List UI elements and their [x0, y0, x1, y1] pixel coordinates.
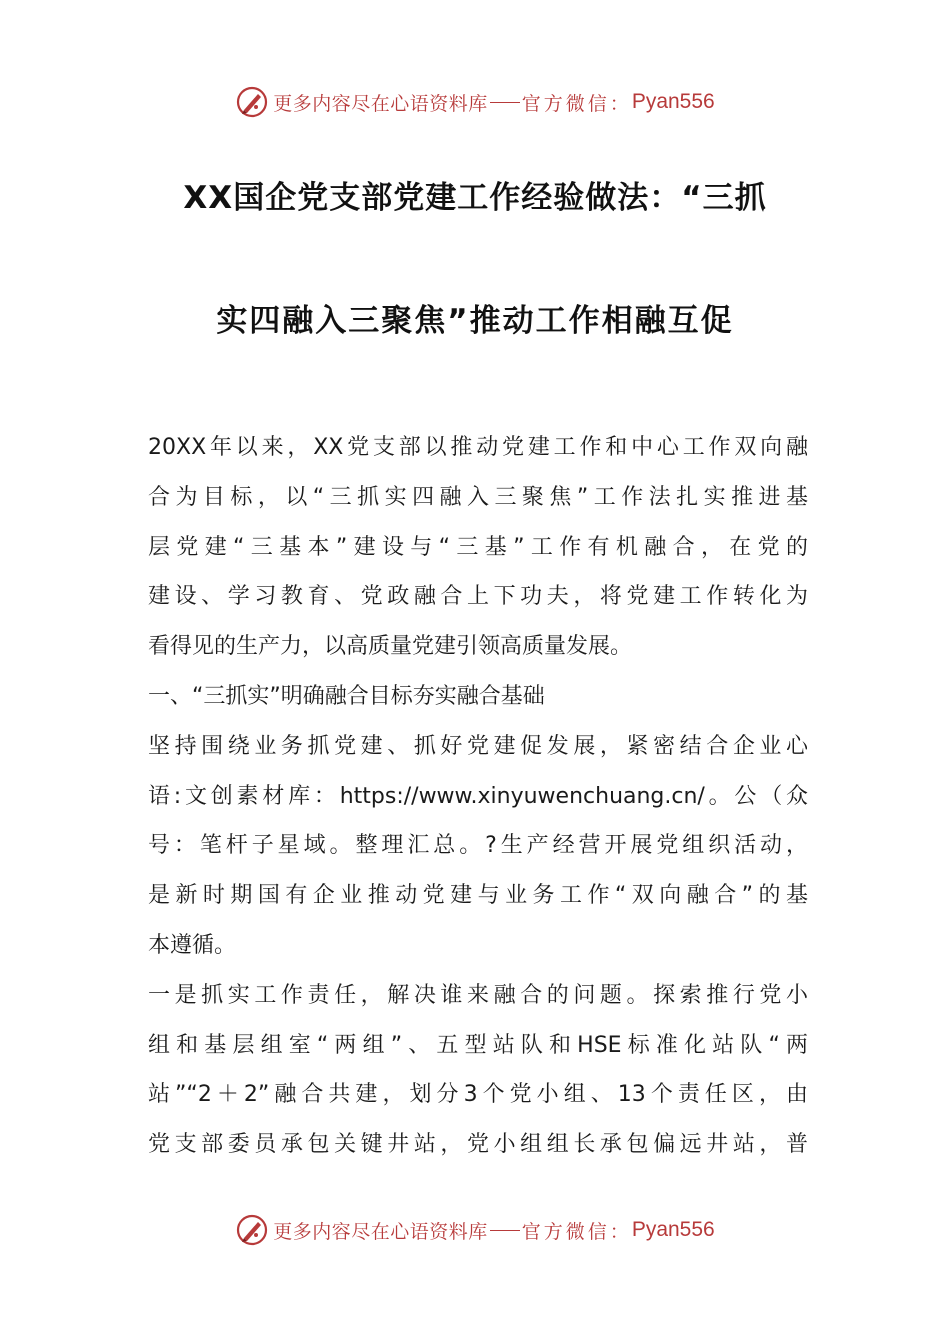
- header-banner: [0, 82, 950, 122]
- pen-logo-icon: [235, 85, 269, 119]
- body-line: 是新时期国有企业推动党建与业务工作“双向融合”的基: [148, 883, 808, 909]
- banner-text: 更多内容尽在心语资料库: [273, 92, 488, 115]
- banner-wechat-id: Pyan556: [631, 1218, 715, 1241]
- body-line: 党支部委员承包关键井站，党小组组长承包偏远井站，普: [148, 1132, 808, 1158]
- banner-wechat-id: Pyan556: [631, 90, 715, 113]
- document-title-line-2: 实四融入三聚焦”推动工作相融互促: [216, 303, 734, 339]
- document-body: [148, 426, 808, 1173]
- footer-banner: [0, 1210, 950, 1250]
- body-line: 号：笔杆子星域。整理汇总。?生产经营开展党组织活动，: [148, 833, 808, 859]
- body-line: 合为目标，以“三抓实四融入三聚焦”工作法扎实推进基: [148, 484, 808, 510]
- body-line: 组和基层组室“两组”、五型站队和HSE标准化站队“两: [148, 1032, 808, 1058]
- section-heading: 一、“三抓实”明确融合目标夯实融合基础: [148, 683, 545, 709]
- document-title-line-1: XX国企党支部党建工作经验做法：“三抓: [183, 180, 767, 216]
- footer-banner-content: [235, 1213, 714, 1247]
- banner-text: 更多内容尽在心语资料库: [273, 1220, 488, 1243]
- body-line: 坚持围绕业务抓党建、抓好党建促发展，紧密结合企业心: [148, 733, 808, 759]
- body-line: 站”“2＋2”融合共建，划分3个党小组、13个责任区，由: [148, 1082, 808, 1108]
- body-line: 本遵循。: [148, 932, 237, 958]
- body-line: 看得见的生产力，以高质量党建引领高质量发展。: [148, 634, 633, 660]
- banner-divider: [490, 102, 520, 103]
- body-line: 一是抓实工作责任，解决谁来融合的问题。探索推行党小: [148, 982, 808, 1008]
- body-line: 建设、学习教育、党政融合上下功夫，将党建工作转化为: [148, 584, 808, 610]
- pen-logo-icon: [235, 1213, 269, 1247]
- body-line: 层党建“三基本”建设与“三基”工作有机融合，在党的: [148, 534, 808, 560]
- header-banner-content: [235, 85, 714, 119]
- banner-divider: [490, 1230, 520, 1231]
- body-line: 20XX年以来，XX党支部以推动党建工作和中心工作双向融: [148, 435, 808, 460]
- banner-official-label: 官方微信：: [521, 1220, 632, 1243]
- body-line: 语:文创素材库：https://www.xinyuwenchuang.cn/。公（众: [148, 783, 808, 809]
- banner-official-label: 官方微信：: [521, 92, 632, 115]
